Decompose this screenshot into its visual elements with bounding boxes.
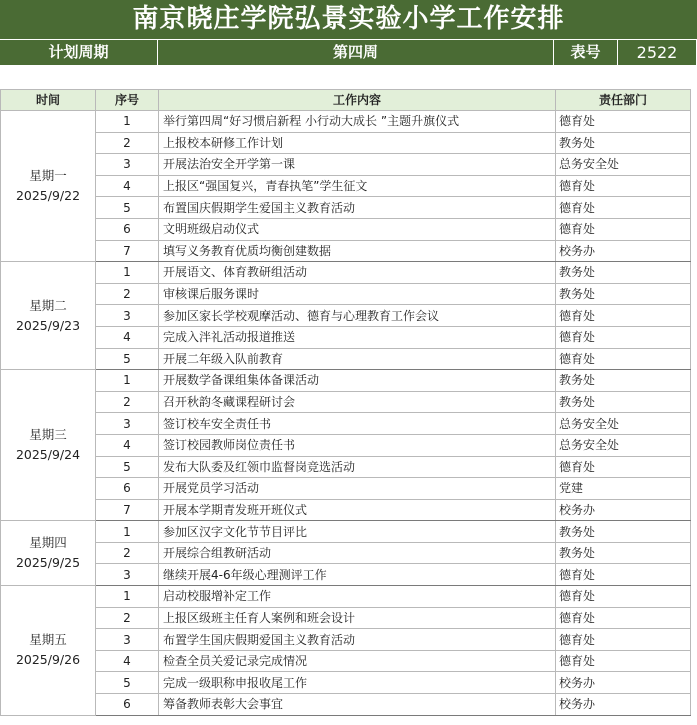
dept-cell: 教务处	[556, 521, 691, 543]
table-row	[1, 650, 691, 672]
col-header-content: 工作内容	[159, 90, 556, 111]
dept-cell: 德育处	[556, 326, 691, 348]
content-cell: 继续开展4-6年级心理测评工作	[159, 564, 556, 586]
content-cell: 开展党员学习活动	[159, 478, 556, 500]
seq-cell: 2	[96, 391, 159, 413]
table-row	[1, 413, 691, 435]
content-cell: 举行第四周“好习惯启新程 小行动大成长 ”主题升旗仪式	[159, 111, 556, 133]
seq-cell: 1	[96, 370, 159, 392]
dept-cell: 校务办	[556, 672, 691, 694]
content-cell: 上报区级班主任育人案例和班会设计	[159, 607, 556, 629]
dept-cell: 德育处	[556, 629, 691, 651]
content-cell: 完成入泮礼活动报道推送	[159, 326, 556, 348]
table-row	[1, 283, 691, 305]
dept-cell: 教务处	[556, 262, 691, 284]
content-cell: 发布大队委及红领巾监督岗竞选活动	[159, 456, 556, 478]
dept-cell: 教务处	[556, 542, 691, 564]
content-cell: 开展二年级入队前教育	[159, 348, 556, 370]
dept-cell: 教务处	[556, 283, 691, 305]
dept-cell: 德育处	[556, 586, 691, 608]
table-row	[1, 262, 691, 284]
seq-cell: 3	[96, 413, 159, 435]
content-cell: 填写义务教育优质均衡创建数据	[159, 240, 556, 262]
header-row	[0, 40, 697, 65]
seq-cell: 3	[96, 564, 159, 586]
seq-cell: 1	[96, 586, 159, 608]
content-cell: 审核课后服务课时	[159, 283, 556, 305]
weekday-label: 星期三	[29, 427, 67, 443]
date-label: 2025/9/25	[15, 555, 81, 571]
seq-cell: 2	[96, 283, 159, 305]
content-cell: 布置国庆假期学生爱国主义教育活动	[159, 197, 556, 219]
table-row	[1, 456, 691, 478]
weekday-label: 星期一	[29, 168, 67, 184]
seq-cell: 3	[96, 629, 159, 651]
table-row	[1, 521, 691, 543]
seq-cell: 6	[96, 478, 159, 500]
dept-cell: 德育处	[556, 456, 691, 478]
day-cell	[1, 370, 96, 521]
dept-cell: 总务安全处	[556, 413, 691, 435]
weekday-label: 星期二	[29, 297, 67, 313]
spacer-row	[0, 65, 697, 89]
content-cell: 签订校园教师岗位责任书	[159, 434, 556, 456]
date-label: 2025/9/23	[15, 317, 81, 333]
date-label: 2025/9/26	[15, 652, 81, 668]
content-cell: 参加区家长学校观摩活动、德育与心理教育工作会议	[159, 305, 556, 327]
seq-cell: 5	[96, 456, 159, 478]
seq-cell: 3	[96, 305, 159, 327]
dept-cell: 教务处	[556, 370, 691, 392]
day-cell	[1, 586, 96, 716]
dept-cell: 德育处	[556, 305, 691, 327]
col-header-seq: 序号	[96, 90, 159, 111]
dept-cell: 德育处	[556, 607, 691, 629]
table-row	[1, 197, 691, 219]
dept-cell: 校务办	[556, 694, 691, 716]
content-cell: 开展法治安全开学第一课	[159, 154, 556, 176]
content-cell: 文明班级启动仪式	[159, 218, 556, 240]
dept-cell: 德育处	[556, 175, 691, 197]
content-cell: 参加区汉字文化节节目评比	[159, 521, 556, 543]
period-label: 计划周期	[0, 40, 158, 65]
table-row	[1, 542, 691, 564]
col-header-dept: 责任部门	[556, 90, 691, 111]
dept-cell: 总务安全处	[556, 154, 691, 176]
table-row	[1, 564, 691, 586]
seq-cell: 7	[96, 499, 159, 521]
content-cell: 上报校本研修工作计划	[159, 132, 556, 154]
table-row	[1, 434, 691, 456]
content-cell: 启动校服增补定工作	[159, 586, 556, 608]
dept-cell: 德育处	[556, 564, 691, 586]
content-cell: 完成一级职称申报收尾工作	[159, 672, 556, 694]
table-row	[1, 132, 691, 154]
seq-cell: 1	[96, 521, 159, 543]
seq-cell: 4	[96, 434, 159, 456]
content-cell: 布置学生国庆假期爱国主义教育活动	[159, 629, 556, 651]
table-no-value: 2522	[618, 40, 697, 65]
schedule-table	[0, 89, 691, 716]
dept-cell: 教务处	[556, 132, 691, 154]
column-header-row	[1, 90, 691, 111]
table-no-label: 表号	[554, 40, 618, 65]
seq-cell: 7	[96, 240, 159, 262]
seq-cell: 2	[96, 542, 159, 564]
seq-cell: 3	[96, 154, 159, 176]
table-row	[1, 478, 691, 500]
day-cell	[1, 521, 96, 586]
table-row	[1, 154, 691, 176]
table-row	[1, 175, 691, 197]
table-row	[1, 629, 691, 651]
seq-cell: 1	[96, 262, 159, 284]
content-cell: 开展数学备课组集体备课活动	[159, 370, 556, 392]
content-cell: 召开秋韵冬藏课程研讨会	[159, 391, 556, 413]
content-cell: 开展本学期青发班开班仪式	[159, 499, 556, 521]
week-value: 第四周	[158, 40, 554, 65]
dept-cell: 德育处	[556, 650, 691, 672]
table-row	[1, 607, 691, 629]
table-row	[1, 586, 691, 608]
content-cell: 上报区“强国复兴，青春执笔”学生征文	[159, 175, 556, 197]
weekday-label: 星期五	[29, 632, 67, 648]
dept-cell: 德育处	[556, 197, 691, 219]
seq-cell: 6	[96, 694, 159, 716]
table-row	[1, 348, 691, 370]
dept-cell: 教务处	[556, 391, 691, 413]
seq-cell: 2	[96, 132, 159, 154]
table-row	[1, 672, 691, 694]
table-row	[1, 370, 691, 392]
table-row	[1, 694, 691, 716]
content-cell: 筹备教师表彰大会事宜	[159, 694, 556, 716]
dept-cell: 总务安全处	[556, 434, 691, 456]
col-header-time: 时间	[1, 90, 96, 111]
table-row	[1, 111, 691, 133]
seq-cell: 5	[96, 348, 159, 370]
seq-cell: 4	[96, 650, 159, 672]
weekday-label: 星期四	[29, 535, 67, 551]
dept-cell: 校务办	[556, 499, 691, 521]
table-row	[1, 305, 691, 327]
content-cell: 签订校车安全责任书	[159, 413, 556, 435]
dept-cell: 德育处	[556, 348, 691, 370]
content-cell: 开展语文、体育教研组活动	[159, 262, 556, 284]
table-row	[1, 218, 691, 240]
table-row	[1, 391, 691, 413]
seq-cell: 6	[96, 218, 159, 240]
seq-cell: 2	[96, 607, 159, 629]
dept-cell: 德育处	[556, 218, 691, 240]
seq-cell: 1	[96, 111, 159, 133]
dept-cell: 德育处	[556, 111, 691, 133]
seq-cell: 5	[96, 672, 159, 694]
seq-cell: 4	[96, 175, 159, 197]
table-row	[1, 499, 691, 521]
seq-cell: 4	[96, 326, 159, 348]
dept-cell: 校务办	[556, 240, 691, 262]
table-row	[1, 240, 691, 262]
seq-cell: 5	[96, 197, 159, 219]
date-label: 2025/9/24	[15, 447, 81, 463]
page-title: 南京晓庄学院弘景实验小学工作安排	[0, 0, 697, 40]
day-cell	[1, 262, 96, 370]
table-row	[1, 326, 691, 348]
day-cell	[1, 111, 96, 262]
dept-cell: 党建	[556, 478, 691, 500]
schedule-body	[1, 111, 691, 716]
content-cell: 检查全员关爱记录完成情况	[159, 650, 556, 672]
date-label: 2025/9/22	[15, 188, 81, 204]
content-cell: 开展综合组教研活动	[159, 542, 556, 564]
